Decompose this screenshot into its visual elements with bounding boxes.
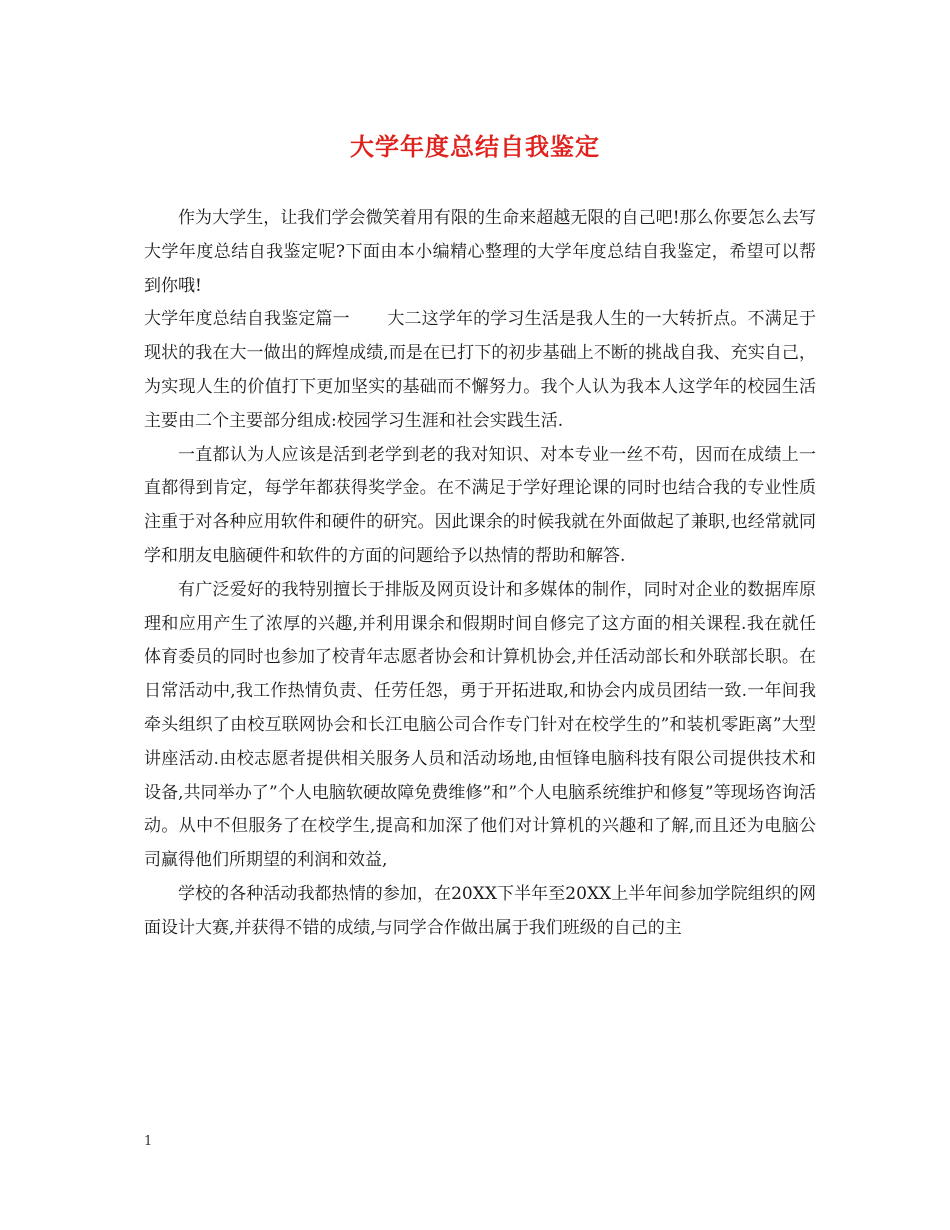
section-heading: 大学年度总结自我鉴定篇一 — [144, 309, 350, 330]
section-paragraph — [144, 303, 816, 438]
body-paragraph-3: 学校的各种活动我都热情的参加，在20XX下半年至20XX上半年间参加学院组织的网面设计大赛,并获得不错的成绩,与同学合作做出属于我们班级的自己的主 — [144, 883, 816, 938]
document-body — [144, 202, 816, 946]
section-first-text: 大二这学年的学习生活是我人生的一大转折点。不满足于现状的我在大一做出的辉煌成绩,而是在已打下的初步基础上不断的挑战自我、充实自己，为实现人生的价值打下更加坚实的基础而不懈努力。我个人认为我本人这学年的校园生活主要由二个主要部分组成:校园学习生涯和社会实践生活. — [144, 309, 817, 431]
body-paragraph-2: 有广泛爱好的我特别擅长于排版及网页设计和多媒体的制作，同时对企业的数据库原理和应用产生了浓厚的兴趣,并利用课余和假期时间自修完了这方面的相关课程.我在就任体育委员的同时也参加了校青年志愿者协会和计算机协会,并任活动部长和外联部长职。在日常活动中,我工作热情负责、任劳任怨，勇于开拓进取,和协会内成员团结一致.一年间我牵头组织了由校互联网协会和长江电脑公司合作专门针对在校学生的”和装机零距离”大型讲座活动.由校志愿者提供相关服务人员和活动场地,由恒锋电脑科技有限公司提供技术和设备,共同举办了”个人电脑软硬故障免费维修”和”个人电脑系统维护和修复”等现场咨询活动。从中不但服务了在校学生,提高和加深了他们对计算机的兴趣和了解,而且还为电脑公司赢得他们所期望的利润和效益, — [144, 579, 816, 871]
body-paragraph-1: 一直都认为人应该是活到老学到老的我对知识、对本专业一丝不苟，因而在成绩上一直都得到肯定，每学年都获得奖学金。在不满足于学好理论课的同时也结合我的专业性质注重于对各种应用软件和硬件的研究。因此课余的时候我就在外面做起了兼职,也经常就同学和朋友电脑硬件和软件的方面的问题给予以热情的帮助和解答. — [144, 444, 816, 566]
page-number: 1 — [144, 1134, 153, 1149]
intro-paragraph: 作为大学生，让我们学会微笑着用有限的生命来超越无限的自己吧!那么你要怎么去写大学年度总结自我鉴定呢?下面由本小编精心整理的大学年度总结自我鉴定，希望可以帮到你哦! — [144, 208, 816, 296]
document-title: 大学年度总结自我鉴定 — [350, 132, 600, 161]
